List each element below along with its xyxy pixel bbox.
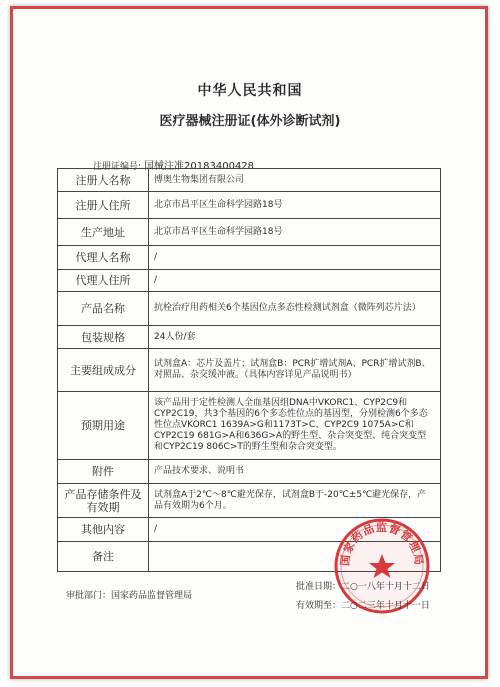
row-label: 附件 (58, 460, 149, 484)
row-value: 抗栓治疗用药相关6个基因位点多态性检测试剂盒（微阵列芯片法） (149, 292, 441, 326)
approver: 审批部门：国家药品监督管理局 (66, 591, 193, 601)
table-row (58, 219, 441, 246)
row-label: 主要组成成分 (58, 349, 149, 392)
row-value: 北京市昌平区生命科学园路18号 (149, 219, 441, 246)
table-row (58, 326, 441, 349)
row-label: 其他内容 (58, 518, 149, 542)
row-label: 产品存储条件及有效期 (58, 484, 149, 518)
expiry-date: 有效期至：二○二三年十月十一日 (296, 601, 430, 611)
table-row (58, 460, 441, 484)
row-value: 该产品用于定性检测人全血基因组DNA中VKORC1、CYP2C9和CYP2C19，共3个基因的6个多态性位点的基因型，分别检测6个多态性位点VKORC1 1639A>G和1173T>C、CYP2C9 1075A>C和CYP2C19 681G>A和636G>A的野生型、杂合突变型、纯合突变型和CYP2C19 806C>T的野生型和杂合突变型。 (149, 392, 441, 460)
row-value: / (149, 518, 441, 542)
row-value: 试剂盒A：芯片及盖片；试剂盒B：PCR扩增试剂A、PCR扩增试剂B、对照品、杂交缓冲液。（具体内容详见产品说明书） (149, 349, 441, 392)
registration-value: 国械注准20183400428 (144, 161, 255, 172)
certificate-table (57, 168, 441, 572)
seal-text: 国家药品监督管理局 (338, 520, 426, 567)
registration-label: 注册证编号: (93, 162, 142, 172)
table-row (58, 169, 441, 192)
row-value: 北京市昌平区生命科学园路18号 (149, 192, 441, 219)
row-value: / (149, 270, 441, 292)
certificate-title: 医疗器械注册证(体外诊断试剂) (159, 114, 341, 129)
row-value: 试剂盒A于2℃～8℃避光保存，试剂盒B于-20℃±5℃避光保存，产品有效期为6个月。 (149, 484, 441, 518)
row-value: 24人份/套 (149, 326, 441, 349)
row-value: 产品技术要求、说明书 (149, 460, 441, 484)
country-title: 中华人民共和国 (197, 83, 303, 99)
row-label: 生产地址 (58, 219, 149, 246)
row-value: / (149, 246, 441, 270)
table-row (58, 392, 441, 460)
row-label: 注册人名称 (58, 169, 149, 192)
table-row (58, 270, 441, 292)
row-label: 包装规格 (58, 326, 149, 349)
row-label: 产品名称 (58, 292, 149, 326)
row-label: 代理人住所 (58, 270, 149, 292)
row-label: 代理人名称 (58, 246, 149, 270)
table-row (58, 484, 441, 518)
dates (296, 578, 430, 616)
table-row (58, 349, 441, 392)
approval-date: 批准日期：二○一八年十月十二日 (296, 582, 430, 592)
row-label: 备注 (58, 542, 149, 572)
row-value: 博奥生物集团有限公司 (149, 169, 441, 192)
row-label: 注册人住所 (58, 192, 149, 219)
table-row (58, 292, 441, 326)
table-row (58, 246, 441, 270)
row-label: 预期用途 (58, 392, 149, 460)
table-row (58, 192, 441, 219)
